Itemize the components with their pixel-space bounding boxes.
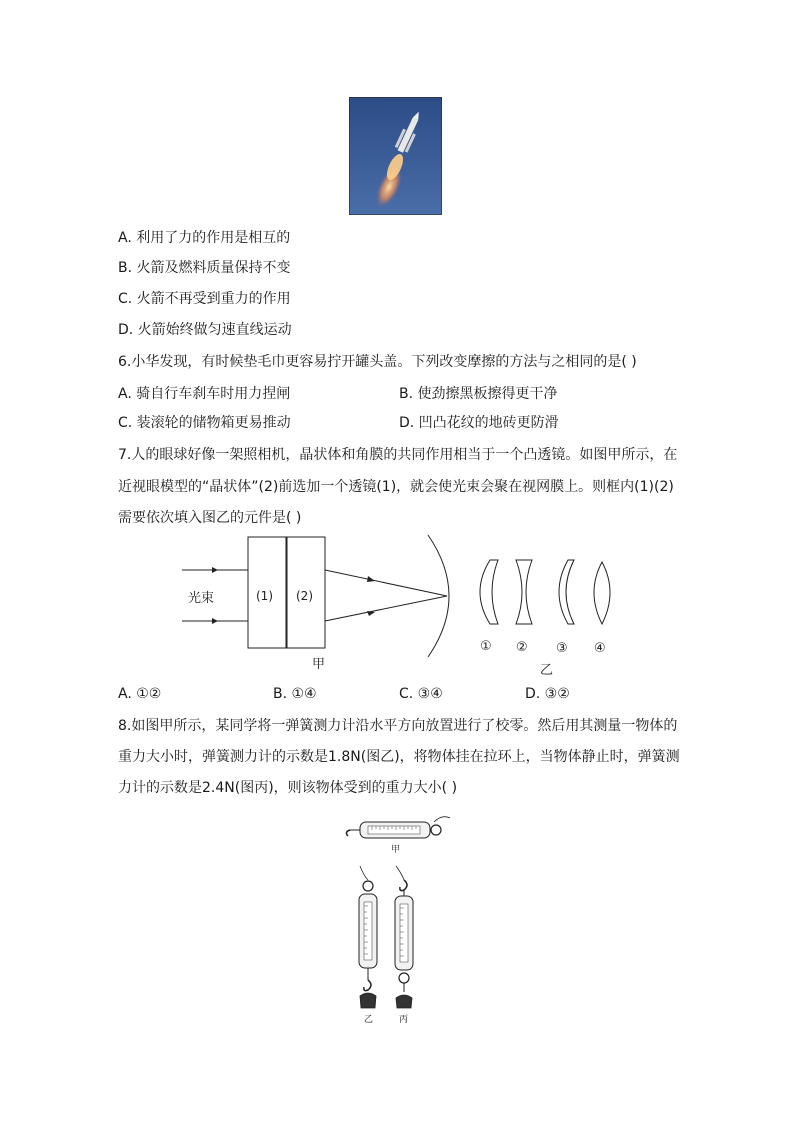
box-1-label: (1) xyxy=(256,589,273,603)
scale-yi-label: 乙 xyxy=(364,1015,374,1025)
lens-1 xyxy=(480,560,498,624)
lens-4-label: ④ xyxy=(594,641,606,656)
q6-option-a: A. 骑自行车刹车时用力捏闸 xyxy=(118,386,291,402)
q7-stem-line-3: 需要依次填入图乙的元件是( ) xyxy=(118,510,302,526)
q8-stem-line-2: 重力大小时，弹簧测力计的示数是1.8N(图乙)，将物体挂在拉环上，当物体静止时，弹簧测 xyxy=(118,749,680,765)
q8-stem-line-3: 力计的示数是2.4N(图丙)，则该物体受到的重力大小( ) xyxy=(118,780,458,796)
scale-bing-label: 丙 xyxy=(399,1015,409,1025)
q5-option-d: D. 火箭始终做匀速直线运动 xyxy=(118,322,292,338)
figure-jia-label: 甲 xyxy=(312,657,326,672)
scale-yi xyxy=(359,866,377,1025)
lens-4 xyxy=(594,562,610,624)
rocket-launch-image xyxy=(349,97,442,215)
q5-option-b: B. 火箭及燃料质量保持不变 xyxy=(118,260,291,276)
q5-option-a: A. 利用了力的作用是相互的 xyxy=(118,230,291,246)
q7-option-c: C. ③④ xyxy=(399,686,443,702)
q6-option-b: B. 使劲擦黑板擦得更干净 xyxy=(399,386,558,402)
scale-bing xyxy=(395,866,413,1025)
q7-option-d: D. ③② xyxy=(525,686,570,702)
figure-yi-label: 乙 xyxy=(540,663,554,678)
q6-option-c: C. 装滚轮的储物箱更易推动 xyxy=(118,415,291,431)
q5-option-c: C. 火箭不再受到重力的作用 xyxy=(118,291,291,307)
lens-3-label: ③ xyxy=(556,641,568,656)
lens-2-label: ② xyxy=(516,640,528,655)
lens-2 xyxy=(516,560,532,624)
q7-stem-line-2: 近视眼模型的“晶状体”(2)前选加一个透镜(1)，就会使光束会聚在视网膜上。则框内(1)(2) xyxy=(118,479,674,495)
q8-spring-scale-figure xyxy=(338,810,458,1028)
scale-jia xyxy=(346,817,450,855)
q7-option-a: A. ①② xyxy=(118,686,162,702)
lens-3 xyxy=(559,560,574,624)
q8-stem-line-1: 8.如图甲所示，某同学将一弹簧测力计沿水平方向放置进行了校零。然后用其测量一物体的 xyxy=(118,718,678,734)
scale-jia-label: 甲 xyxy=(391,845,401,855)
q6-option-d: D. 凹凸花纹的地砖更防滑 xyxy=(399,415,559,431)
q7-option-b: B. ①④ xyxy=(273,686,317,702)
beam-label: 光束 xyxy=(188,591,215,606)
q7-stem-line-1: 7.人的眼球好像一架照相机，晶状体和角膜的共同作用相当于一个凸透镜。如图甲所示，在 xyxy=(118,447,678,463)
box-2-label: (2) xyxy=(296,589,313,603)
q6-stem: 6.小华发现，有时候垫毛巾更容易拧开罐头盖。下列改变摩擦的方法与之相同的是( ) xyxy=(118,354,637,370)
q7-eye-lens-figure xyxy=(170,530,630,680)
lens-1-label: ① xyxy=(480,639,492,654)
